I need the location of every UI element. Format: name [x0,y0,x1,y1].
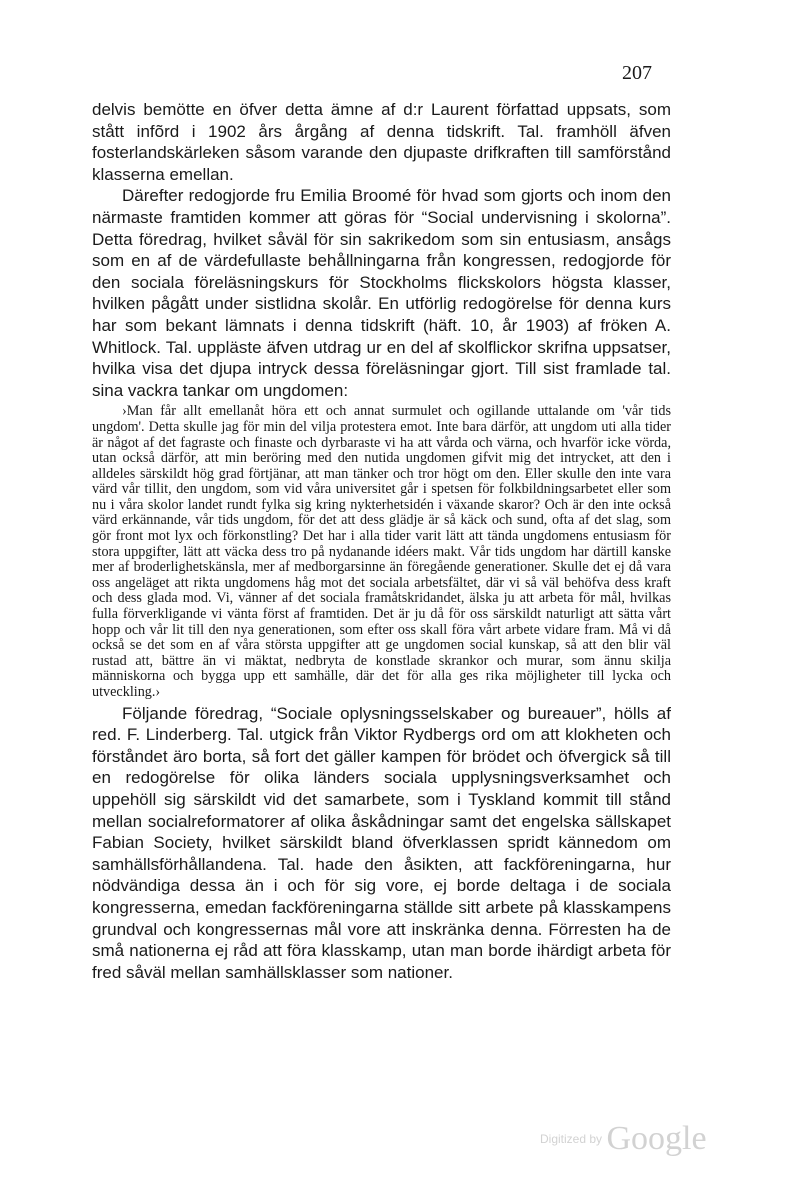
watermark-small-text: Digitized by [540,1132,603,1146]
google-logo-text: Google [606,1120,707,1157]
paragraph-2: Därefter redogjorde fru Emilia Broomé för hvad som gjorts och inom den närmaste framtiden kommer att göras för “Social undervisning i skolorna”. Detta föredrag, hvilket såväl för sin sakrikedom som sin entusiasm, ansågs som en af de värdefullaste behållningarna från kongressen, redogjorde för den sociala föreläsningskurs för Stockholms flickskolors högsta klasser, hvilken pågått under sistlidna skolår. En utförlig redogörelse för denna kurs har som bekant lämnats i denna tidskrift (häft. 10, år 1903) af fröken A. Whitlock. Tal. uppläste äfven utdrag ur en del af skolflickor skrifna uppsatser, hvilka visa det djupa intryck dessa föreläsningar gjort. Till sist framlade tal. sina vackra tankar om ungdomen: [92,186,671,400]
block-quote [92,404,671,700]
page-body [92,99,671,983]
paragraph-3: Följande föredrag, “Sociale oplysningsselskaber og bureauer”, hölls af red. F. Linderberg. Tal. utgick från Viktor Rydbergs ord om att klokheten och förståndet äro borta, så fort det gäller kampen för brödet och öfvergick så till en redogörelse för olika länders sociala upplysningsverksamhet och uppehöll sig särskildt vid det samarbete, som i Tyskland kommit till stånd mellan socialreformatorer af olika åskådningar samt det engelska sällskapet Fabian Society, hvilket särskildt bland öfverklassen spridt kännedom om samhällsförhållandena. Tal. hade den åsikten, att fackföreningarna, hur nödvändiga dessa än i och för sig vore, ej borde deltaga i de sociala kongresserna, emedan fackföreningarna ställde sitt arbete på klasskampens grundval och kongressernas mål vore att inskränka denna. Förresten ha de små nationerna ej råd att föra klasskamp, utan man borde ihärdigt arbeta för fred såväl mellan samhällsklasser som nationer. [92,703,671,982]
page-number: 207 [622,62,652,84]
digitized-by-google-watermark [540,1120,707,1158]
paragraph-1: delvis bemötte en öfver detta ämne af d:r Laurent författad uppsats, som stått infõrd i 1902 års årgång af denna tidskrift. Tal. framhöll äfven fosterlandskärleken såsom varande den djupaste drifkraften till samförstånd klasserna emellan. [92,100,671,184]
quote-text: ›Man får allt emellanåt höra ett och annat surmulet och ogillande uttalande om 'vår tids ungdom'. Detta skulle jag för min del vilja protestera emot. Inte bara därför, att ungdom uti alla tider är något af det fagraste och finaste och dyrbaraste vi ha att vårda och värna, och hvarför icke vörda, utan också därför, att min beröring med den nutida ungdomen gifvit mig det intrycket, att den i alldeles särskildt hög grad förtjänar, att man tänker och tror högt om den. Eller skulle den inte vara värd vår tillit, den ungdom, som vid våra universitet går i spetsen för folkbildningsarbetet eller som nu i våra skolor landet rundt fylka sig kring nykterhetsidén i växande skaror? Och är den inte också värd erkännande, vår tids ungdom, för det att dess glädje är så käck och sund, ofta af det slag, som gör front mot lyx och förkonstling? Det har i alla tider varit lätt att tända ungdomens entusiasm för stora uppgifter, lätt att väcka dess tro på nydanande idéers makt. Vår tids ungdom har därtill kanske mer af broderlighetskänsla, mer af medborgarsinne än föregående generationer. Skulle det ej då vara oss angeläget att rikta ungdomens håg mot det sociala arbetsfältet, där vi så väl behöfva dess kraft och dess glada mod. Vi, vänner af det sociala framåtskridandet, älska ju att arbeta för mål, hvilkas fulla förverkligande vi vänta först af framtiden. Det är ju då för oss särskildt naturligt att sätta vårt hopp och vår lit till den nya generationen, som efter oss skall föra vårt arbete vidare fram. Må vi då också se det som en af våra största uppgifter att ge ungdomen social kunskap, så att den blir väl rustad att, bättre än vi mäktat, nedbryta de konstlade skrankor och murar, som ännu skilja människorna och bygga upp ett samhälle, där det för alla ges rika möjligheter till lycka och utveckling.› [92,403,671,700]
